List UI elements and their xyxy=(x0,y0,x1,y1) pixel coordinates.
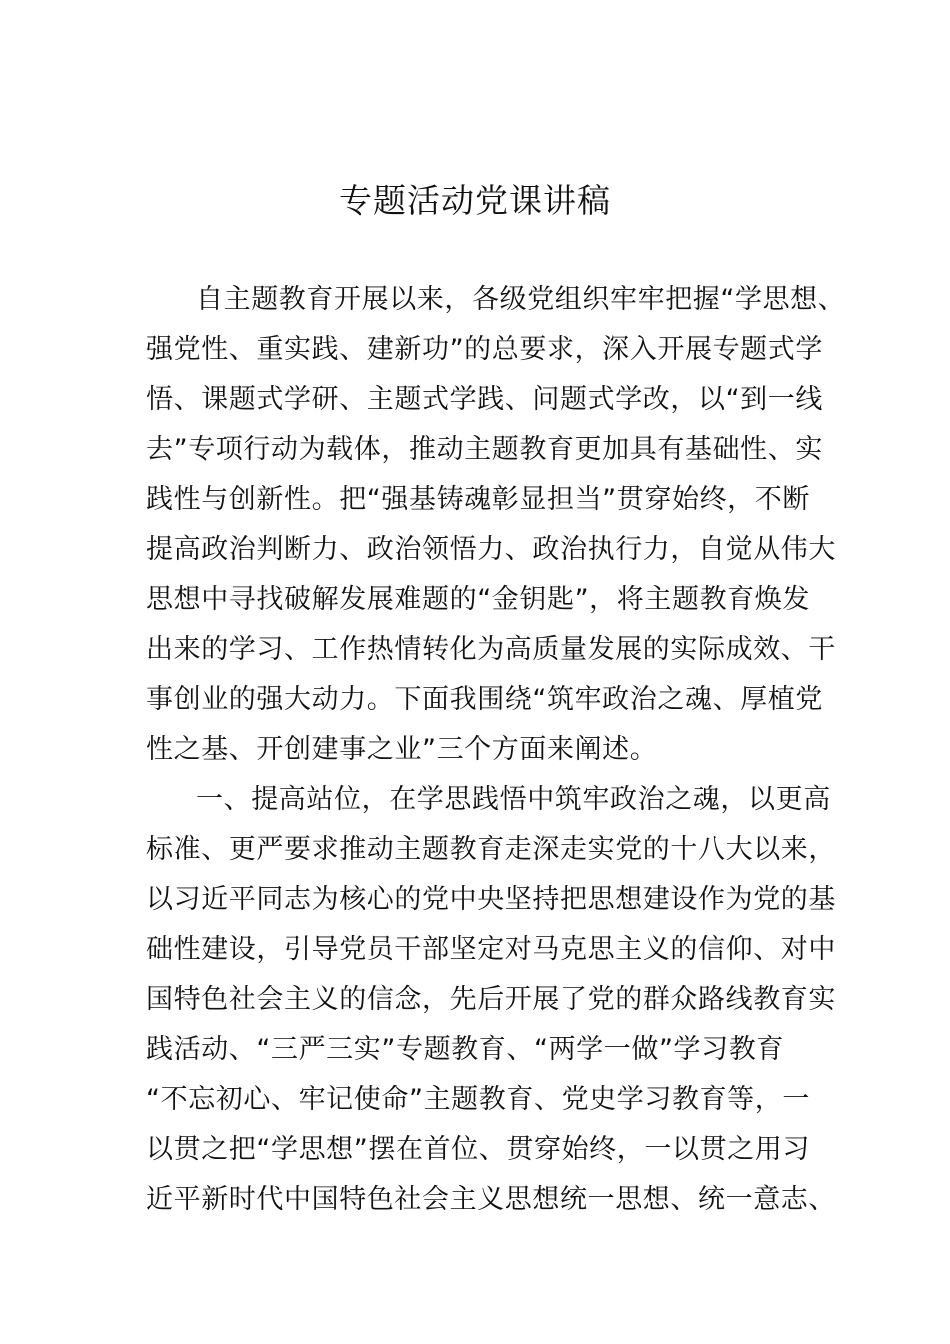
paragraph-line: 性之基、开创建事之业”三个方面来阐述。 xyxy=(146,734,658,765)
paragraph-line: 提高政治判断力、政治领悟力、政治执行力，自觉从伟大 xyxy=(146,534,836,565)
paragraph-line: 标准、更严要求推动主题教育走深走实党的十八大以来， xyxy=(146,834,836,865)
paragraph-line: 践性与创新性。把“强基铸魂彰显担当”贯穿始终，不断 xyxy=(146,484,810,515)
paragraph-line: “不忘初心、牢记使命”主题教育、党史学习教育等，一 xyxy=(146,1084,810,1115)
paragraph-line: 践活动、“三严三实”专题教育、“两学一做”学习教育 xyxy=(146,1034,784,1065)
paragraph-line: 近平新时代中国特色社会主义思想统一思想、统一意志、 xyxy=(146,1184,836,1215)
paragraph-line: 悟、课题式学研、主题式学践、问题式学改，以“到一线 xyxy=(146,384,823,415)
paragraph-line: 国特色社会主义的信念，先后开展了党的群众路线教育实 xyxy=(146,984,836,1015)
paragraph-line: 以贯之把“学思想”摆在首位、贯穿始终，一以贯之用习 xyxy=(146,1134,810,1165)
paragraph-line: 思想中寻找破解发展难题的“金钥匙”，将主题教育焕发 xyxy=(146,584,810,615)
document-body xyxy=(146,275,846,1225)
paragraph-line: 事创业的强大动力。下面我围绕“筑牢政治之魂、厚植党 xyxy=(146,684,823,715)
paragraph-line: 础性建设，引导党员干部坚定对马克思主义的信仰、对中 xyxy=(146,934,836,965)
paragraph-line: 去”专项行动为载体，推动主题教育更加具有基础性、实 xyxy=(146,434,823,465)
paragraph-line: 以习近平同志为核心的党中央坚持把思想建设作为党的基 xyxy=(146,884,836,915)
paragraph-line: 强党性、重实践、建新功”的总要求，深入开展专题式学 xyxy=(146,334,823,365)
paragraph-line: 出来的学习、工作热情转化为高质量发展的实际成效、干 xyxy=(146,634,836,665)
paragraph-line: 自主题教育开展以来，各级党组织牢牢把握“学思想、 xyxy=(196,284,846,315)
paragraph-line: 一、提高站位，在学思践悟中筑牢政治之魂，以更高 xyxy=(196,784,831,815)
document-title: 专题活动党课讲稿 xyxy=(339,181,611,220)
